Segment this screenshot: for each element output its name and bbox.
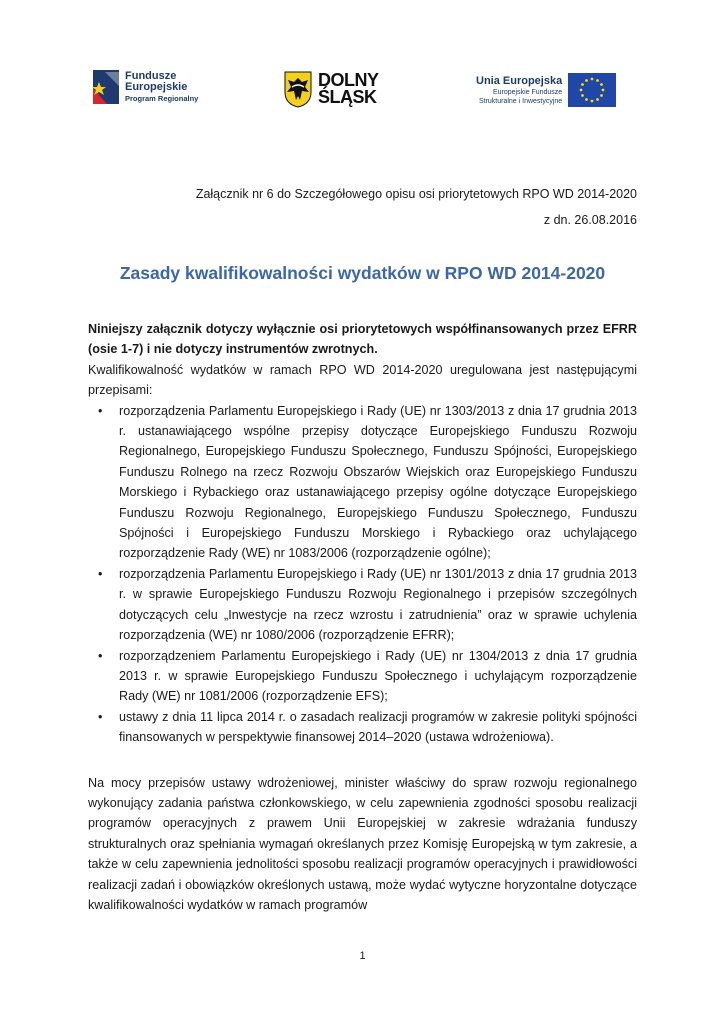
bullet-icon: • <box>98 648 103 663</box>
intro-text: Kwalifikowalność wydatków w ramach RPO WD 2014-2020 uregulowana jest następującymi przepisami: <box>88 362 637 398</box>
regulation-text: ustawy z dnia 11 lipca 2014 r. o zasadach realizacji programów w zakresie polityki spójności finansowanych w perspektywie finansowej 2014–2020 (ustawa wdrożeniowa). <box>119 709 637 745</box>
bullet-icon: • <box>98 709 103 724</box>
list-item <box>88 707 637 748</box>
body-paragraph: Na mocy przepisów ustawy wdrożeniowej, minister właściwy do spraw rozwoju regionalnego wykonujący zadania państwa członkowskiego, w celu zapewnienia zgodności sposobu realizacji programów operacyjnych z prawem Unii Europejskiej w zakresie wdrażania funduszy strukturalnych oraz spełniania wymagań określanych przez Komisję Europejską w tym zakresie, a także w celu zapewnienia jednolitości sposobu realizacji programów operacyjnych i prawidłowości realizacji zadań i obowiązków określonych ustawą, może wydać wytyczne horyzontalne dotyczące kwalifikowalności wydatków w ramach programów <box>88 775 637 912</box>
dolny-slask-logo <box>283 68 398 110</box>
document-title: Zasady kwalifikowalności wydatków w RPO WD 2014-2020 <box>119 263 606 283</box>
fe-logo-line1: Fundusze <box>125 69 177 82</box>
list-item <box>88 646 637 707</box>
regulation-text: rozporządzenia Parlamentu Europejskiego i Rady (UE) nr 1301/2013 z dnia 17 grudnia 2013 r. w sprawie Europejskiego Funduszu Rozwoju Regionalnego i przepisów szczególnych dotyczących celu „Inwestycje na rzecz wzrostu i zatrudnienia” oraz w sprawie uchylenia rozporządzenia (WE) nr 1080/2006 (rozporządzenie EFRR); <box>119 566 637 643</box>
fe-logo-line2: Europejskie <box>125 80 188 93</box>
bullet-icon: • <box>98 403 103 418</box>
unia-europejska-logo <box>476 70 636 110</box>
fe-logo-line3: Program Regionalny <box>125 93 199 103</box>
eu-flag-icon <box>568 73 616 107</box>
intro-bold-text: Niniejszy załącznik dotyczy wyłącznie osi priorytetowych współfinansowanych przez EFRR (osie 1-7) i nie dotyczy instrumentów zwrotnych. <box>88 322 637 357</box>
page-number: 1 <box>359 950 366 962</box>
ds-logo-line1: DOLNY <box>318 70 379 90</box>
regulations-list <box>88 401 637 748</box>
annex-date: z dn. 26.08.2016 <box>543 213 637 227</box>
regulation-text: rozporządzeniem Parlamentu Europejskiego i Rady (UE) nr 1304/2013 z dnia 17 grudnia 2013 r. w sprawie Europejskiego Funduszu Społecznego i uchylającym rozporządzenie Rady (WE) nr 1081/2006 (rozporządzenie EFS); <box>119 648 637 704</box>
fe-emblem-icon <box>91 68 121 106</box>
document-body <box>88 319 637 915</box>
regulation-text: rozporządzenia Parlamentu Europejskiego i Rady (UE) nr 1303/2013 z dnia 17 grudnia 2013 r. ustanawiającego wspólne przepisy dotyczące Europejskiego Funduszu Rozwoju Regionalnego, Europejskiego Funduszu Społecznego, Funduszu Spójności, Europejskiego Funduszu Rolnego na rzecz Rozwoju Obszarów Wiejskich oraz Europejskiego Funduszu Morskiego i Rybackiego oraz ustanawiającego przepisy ogólne dotyczące Europejskiego Funduszu Rozwoju Regionalnego, Europejskiego Funduszu Społecznego, Funduszu Spójności i Europejskiego Funduszu Morskiego i Rybackiego oraz uchylającego rozporządzenie Rady (WE) nr 1083/2006 (rozporządzenie ogólne); <box>119 403 637 561</box>
ue-logo-line2: Europejskie Fundusze <box>492 88 563 96</box>
ds-logo-line2: ŚLĄSK <box>318 87 377 107</box>
bullet-icon: • <box>98 566 103 581</box>
fundusze-europejskie-logo <box>91 62 221 112</box>
annex-reference: Załącznik nr 6 do Szczegółowego opisu osi priorytetowych RPO WD 2014-2020 <box>195 187 637 201</box>
list-item <box>88 564 637 646</box>
ue-logo-line1: Unia Europejska <box>476 74 563 87</box>
ue-logo-line3: Strukturalne i Inwestycyjne <box>478 97 563 105</box>
eagle-crest-icon <box>283 70 313 108</box>
list-item <box>88 401 637 564</box>
